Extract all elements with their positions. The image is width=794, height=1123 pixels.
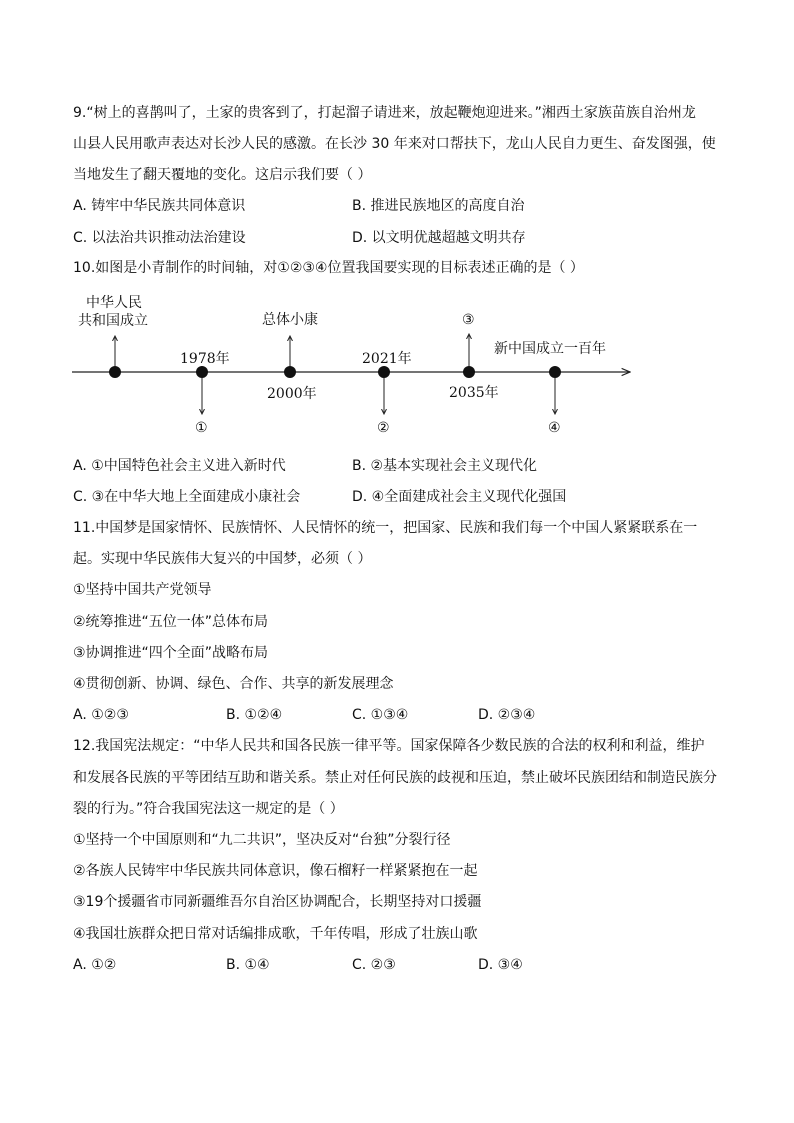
q10-option-b: B. ②基本实现社会主义现代化 — [352, 458, 538, 474]
q11-item-3: ③协调推进“四个全面”战略布局 — [73, 645, 269, 661]
label-2000: 2000年 — [267, 386, 317, 402]
q9-option-d: D. 以文明优越超越文明共存 — [352, 230, 526, 246]
q12-stem-line-3: 裂的行为。”符合我国宪法这一规定的是（ ） — [73, 801, 344, 817]
marker-1: ① — [195, 420, 208, 436]
q11-option-c: C. ①③④ — [352, 707, 409, 723]
label-prc-line2: 共和国成立 — [78, 313, 148, 329]
q11-item-4: ④贯彻创新、协调、绿色、合作、共享的新发展理念 — [73, 676, 394, 692]
q9-stem-line-1: 9.“树上的喜鹊叫了，土家的贵客到了，打起溜子请进来，放起鞭炮迎进来。”湘西土家族苗族自治州龙 — [73, 105, 696, 121]
q12-option-a: A. ①② — [73, 957, 117, 973]
marker-3: ③ — [462, 312, 475, 328]
marker-2: ② — [377, 420, 390, 436]
q12-option-c: C. ②③ — [352, 957, 396, 973]
q12-item-3: ③19个援疆省市同新疆维吾尔自治区协调配合，长期坚持对口援疆 — [73, 894, 482, 910]
q11-option-a: A. ①②③ — [73, 707, 129, 723]
q10-option-d: D. ④全面建成社会主义现代化强国 — [352, 489, 567, 505]
marker-4: ④ — [548, 420, 561, 436]
label-centenary: 新中国成立一百年 — [494, 341, 606, 357]
q11-stem-line-2: 起。实现中华民族伟大复兴的中国梦，必须（ ） — [73, 551, 372, 567]
q12-item-4: ④我国壮族群众把日常对话编排成歌，千年传唱，形成了壮族山歌 — [73, 926, 478, 942]
q9-option-b: B. 推进民族地区的高度自治 — [352, 198, 525, 214]
q9-option-c: C. 以法治共识推动法治建设 — [73, 230, 246, 246]
dot-2035 — [463, 366, 475, 378]
label-2035: 2035年 — [449, 385, 499, 401]
q9-stem-line-2: 山县人民用歌声表达对长沙人民的感激。在长沙 30 年来对口帮扶下，龙山人民自力更生、奋发图强，使 — [73, 136, 716, 152]
q12-item-1: ①坚持一个中国原则和“九二共识”，坚决反对“台独”分裂行径 — [73, 832, 451, 848]
label-xiaokang: 总体小康 — [262, 312, 318, 328]
q10-option-c: C. ③在中华大地上全面建成小康社会 — [73, 489, 301, 505]
q12-option-b: B. ①④ — [226, 957, 270, 973]
q12-option-d: D. ③④ — [478, 957, 523, 973]
q12-item-2: ②各族人民铸牢中华民族共同体意识，像石榴籽一样紧紧抱在一起 — [73, 863, 478, 879]
label-1978: 1978年 — [180, 351, 230, 367]
q11-option-d: D. ②③④ — [478, 707, 536, 723]
q10-option-a: A. ①中国特色社会主义进入新时代 — [73, 458, 286, 474]
label-prc-line1: 中华人民 — [86, 295, 142, 311]
q11-stem-line-1: 11.中国梦是国家情怀、民族情怀、人民情怀的统一，把国家、民族和我们每一个中国人紧紧联系在一 — [73, 520, 698, 536]
label-2021: 2021年 — [362, 351, 412, 367]
dot-prc — [109, 366, 121, 378]
q10-stem-line-1: 10.如图是小青制作的时间轴，对①②③④位置我国要实现的目标表述正确的是（ ） — [73, 260, 584, 276]
q11-option-b: B. ①②④ — [226, 707, 283, 723]
q12-stem-line-2: 和发展各民族的平等团结互助和谐关系。禁止对任何民族的歧视和压迫，禁止破坏民族团结和制造民族分 — [73, 770, 717, 786]
q11-item-1: ①坚持中国共产党领导 — [73, 582, 212, 598]
q9-stem-line-3: 当地发生了翻天覆地的变化。这启示我们要（ ） — [73, 167, 372, 183]
q11-item-2: ②统筹推进“五位一体”总体布局 — [73, 614, 269, 630]
dot-100 — [549, 366, 561, 378]
q9-option-a: A. 铸牢中华民族共同体意识 — [73, 198, 246, 214]
dot-2000 — [284, 366, 296, 378]
q12-stem-line-1: 12.我国宪法规定：“中华人民共和国各民族一律平等。国家保障各少数民族的合法的权利和利益，维护 — [73, 738, 705, 754]
